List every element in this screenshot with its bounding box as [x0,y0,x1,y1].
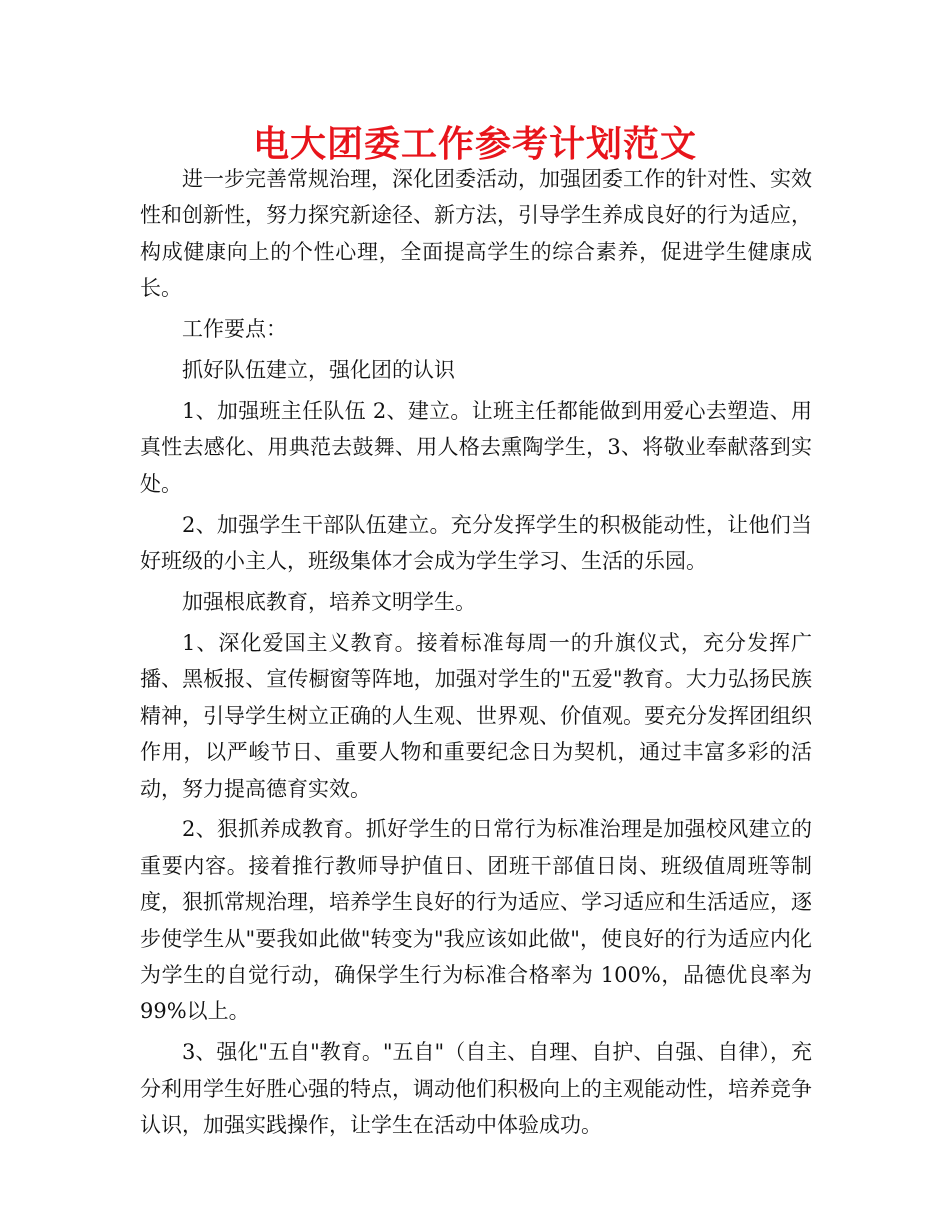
paragraph-team-building-heading: 抓好队伍建立，强化团的认识 [182,358,455,383]
paragraph-student-cadre-team: 2、加强学生干部队伍建立。充分发挥学生的积极能动性，让他们当好班级的小主人，班级集体才会成为学生学习、生活的乐园。 [140,512,812,574]
paragraph-habit-education: 2、狠抓养成教育。抓好学生的日常行为标准治理是加强校风建立的重要内容。接着推行教师导护值日、团班干部值日岗、班级值周班等制度，狠抓常规治理，培养学生良好的行为适应、学习适应和生活适应，逐步使学生从"要我如此做"转变为"我应该如此做"，使良好的行为适应内化为学生的自觉行动，确保学生行为标准合格率为 100%，品德优良率为 99%以上。 [140,817,812,1024]
paragraph-patriotism-education: 1、深化爱国主义教育。接着标准每周一的升旗仪式，充分发挥广播、黑板报、宣传橱窗等阵地，加强对学生的"五爱"教育。大力弘扬民族精神，引导学生树立正确的人生观、世界观、价值观。要充分发挥团组织作用，以严峻节日、重要人物和重要纪念日为契机，通过丰富多彩的活动，努力提高德育实效。 [140,630,812,801]
paragraph-five-self-education: 3、强化"五自"教育。"五自"（自主、自理、自护、自强、自律），充分利用学生好胜心强的特点，调动他们积极向上的主观能动性，培养竞争认识，加强实践操作，让学生在活动中体验成功。 [140,1040,812,1138]
document-body [140,161,812,1148]
paragraph-head-teacher-team: 1、加强班主任队伍 2、建立。让班主任都能做到用爱心去塑造、用真性去感化、用典范去鼓舞、用人格去熏陶学生，3、将敬业奉献落到实处。 [140,398,812,496]
document-title: 电大团委工作参考计划范文 [252,124,697,165]
paragraph-work-points-heading: 工作要点： [182,317,287,342]
paragraph-intro: 进一步完善常规治理，深化团委活动，加强团委工作的针对性、实效性和创新性，努力探究新途径、新方法，引导学生养成良好的行为适应，构成健康向上的个性心理，全面提高学生的综合素养，促进学生健康成长。 [140,167,812,301]
paragraph-basic-education-heading: 加强根底教育，培养文明学生。 [182,589,476,614]
